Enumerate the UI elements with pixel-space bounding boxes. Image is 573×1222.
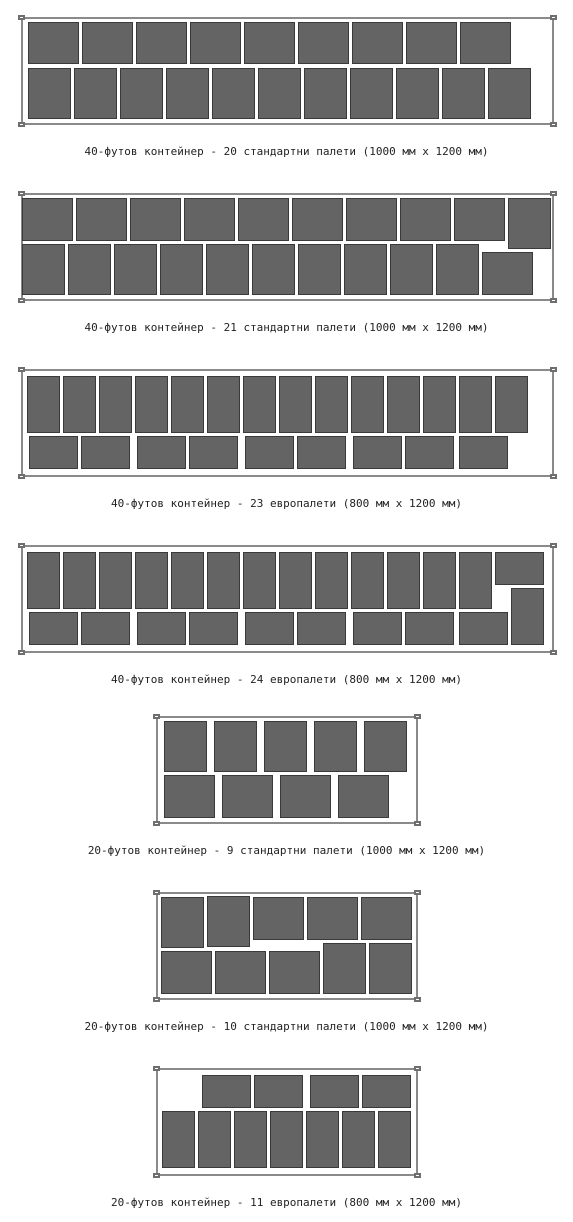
container-corner-handle	[153, 1173, 160, 1178]
pallet	[207, 896, 250, 947]
container-corner-handle	[550, 367, 557, 372]
pallet	[252, 244, 295, 295]
pallet	[338, 775, 389, 818]
pallet	[207, 376, 240, 433]
pallet	[279, 376, 312, 433]
pallet	[161, 897, 204, 948]
pallet	[387, 552, 420, 609]
pallet	[164, 775, 215, 818]
container-corner-handle	[550, 122, 557, 127]
pallet	[198, 1111, 231, 1168]
pallet	[306, 1111, 339, 1168]
container-corner-handle	[18, 298, 25, 303]
pallet	[264, 721, 307, 772]
figure-caption: 40-футов контейнер - 24 европалети (800 мм x 1200 мм)	[111, 673, 462, 686]
pallet	[270, 1111, 303, 1168]
pallet	[222, 775, 273, 818]
pallet	[423, 552, 456, 609]
pallet	[190, 22, 241, 64]
pallet	[350, 68, 393, 119]
container-corner-handle	[550, 543, 557, 548]
container-corner-handle	[550, 191, 557, 196]
pallet	[495, 552, 544, 585]
pallet	[28, 22, 79, 64]
pallet	[136, 22, 187, 64]
pallet	[459, 552, 492, 609]
pallet	[406, 22, 457, 64]
pallet	[314, 721, 357, 772]
container-corner-handle	[18, 543, 25, 548]
pallet	[164, 721, 207, 772]
container-corner-handle	[414, 821, 421, 826]
pallet	[423, 376, 456, 433]
pallet	[378, 1111, 411, 1168]
container-corner-handle	[153, 1066, 160, 1071]
pallet	[297, 436, 346, 469]
pallet	[74, 68, 117, 119]
figure-caption: 40-футов контейнер - 21 стандартни палети (1000 мм x 1200 мм)	[84, 321, 489, 334]
pallet	[243, 552, 276, 609]
pallet	[315, 376, 348, 433]
pallet	[171, 552, 204, 609]
pallet	[258, 68, 301, 119]
pallet	[364, 721, 407, 772]
container-corner-handle	[153, 714, 160, 719]
pallet	[137, 436, 186, 469]
pallet	[269, 951, 320, 994]
container-corner-handle	[153, 890, 160, 895]
pallet	[351, 376, 384, 433]
pallet	[362, 1075, 411, 1108]
pallet	[214, 721, 257, 772]
pallet	[508, 198, 551, 249]
pallet	[206, 244, 249, 295]
pallet	[460, 22, 511, 64]
pallet	[29, 612, 78, 645]
container-corner-handle	[550, 650, 557, 655]
pallet	[342, 1111, 375, 1168]
pallet	[135, 552, 168, 609]
pallet	[361, 897, 412, 940]
pallet	[353, 612, 402, 645]
pallet	[482, 252, 533, 295]
pallet	[189, 436, 238, 469]
pallet	[297, 612, 346, 645]
pallet	[171, 376, 204, 433]
pallet	[137, 612, 186, 645]
container-corner-handle	[550, 474, 557, 479]
pallet	[254, 1075, 303, 1108]
pallet	[238, 198, 289, 241]
pallet	[162, 1111, 195, 1168]
pallet	[495, 376, 528, 433]
pallet	[135, 376, 168, 433]
pallet	[63, 376, 96, 433]
pallet	[245, 436, 294, 469]
pallet	[29, 436, 78, 469]
pallet	[27, 376, 60, 433]
pallet	[405, 612, 454, 645]
pallet	[352, 22, 403, 64]
pallet	[315, 552, 348, 609]
pallet	[279, 552, 312, 609]
pallet	[234, 1111, 267, 1168]
container-corner-handle	[550, 15, 557, 20]
container-corner-handle	[18, 15, 25, 20]
container-corner-handle	[18, 191, 25, 196]
figure-caption: 20-футов контейнер - 9 стандартни палети (1000 мм x 1200 мм)	[87, 844, 486, 857]
figure-caption: 20-футов контейнер - 11 европалети (800 мм x 1200 мм)	[111, 1196, 462, 1209]
pallet	[459, 436, 508, 469]
pallet	[390, 244, 433, 295]
figure-caption: 40-футов контейнер - 23 европалети (800 мм x 1200 мм)	[111, 497, 462, 510]
pallet	[346, 198, 397, 241]
pallet	[405, 436, 454, 469]
pallet	[253, 897, 304, 940]
pallet	[22, 244, 65, 295]
pallet	[130, 198, 181, 241]
pallet	[400, 198, 451, 241]
pallet	[310, 1075, 359, 1108]
figure-caption: 40-футов контейнер - 20 стандартни палети (1000 мм x 1200 мм)	[84, 145, 489, 158]
pallet	[99, 552, 132, 609]
pallet	[436, 244, 479, 295]
pallet	[120, 68, 163, 119]
container-corner-handle	[153, 997, 160, 1002]
container-corner-handle	[414, 997, 421, 1002]
pallet	[207, 552, 240, 609]
pallet	[244, 22, 295, 64]
pallet	[459, 376, 492, 433]
container-corner-handle	[18, 650, 25, 655]
pallet	[298, 22, 349, 64]
pallet	[161, 951, 212, 994]
pallet	[202, 1075, 251, 1108]
container-corner-handle	[153, 821, 160, 826]
pallet	[81, 612, 130, 645]
pallet	[442, 68, 485, 119]
pallet	[22, 198, 73, 241]
pallet	[189, 612, 238, 645]
pallet	[166, 68, 209, 119]
container-corner-handle	[414, 1173, 421, 1178]
pallet	[454, 198, 505, 241]
pallet	[351, 552, 384, 609]
container-corner-handle	[18, 367, 25, 372]
pallet	[63, 552, 96, 609]
pallet	[369, 943, 412, 994]
container-corner-handle	[18, 474, 25, 479]
pallet	[307, 897, 358, 940]
pallet	[396, 68, 439, 119]
pallet	[68, 244, 111, 295]
pallet	[387, 376, 420, 433]
container-corner-handle	[414, 714, 421, 719]
pallet	[304, 68, 347, 119]
pallet	[344, 244, 387, 295]
container-corner-handle	[414, 890, 421, 895]
figure-caption: 20-футов контейнер - 10 стандартни палети (1000 мм x 1200 мм)	[84, 1020, 489, 1033]
pallet	[212, 68, 255, 119]
pallet	[28, 68, 71, 119]
pallet	[99, 376, 132, 433]
container-corner-handle	[414, 1066, 421, 1071]
pallet	[245, 612, 294, 645]
pallet	[292, 198, 343, 241]
pallet	[76, 198, 127, 241]
pallet	[160, 244, 203, 295]
pallet	[184, 198, 235, 241]
pallet	[353, 436, 402, 469]
pallet	[323, 943, 366, 994]
pallet	[459, 612, 508, 645]
pallet	[82, 22, 133, 64]
pallet	[243, 376, 276, 433]
pallet	[488, 68, 531, 119]
pallet	[81, 436, 130, 469]
pallet	[298, 244, 341, 295]
container-corner-handle	[18, 122, 25, 127]
pallet	[280, 775, 331, 818]
pallet	[511, 588, 544, 645]
container-corner-handle	[550, 298, 557, 303]
pallet	[215, 951, 266, 994]
pallet	[27, 552, 60, 609]
pallet	[114, 244, 157, 295]
